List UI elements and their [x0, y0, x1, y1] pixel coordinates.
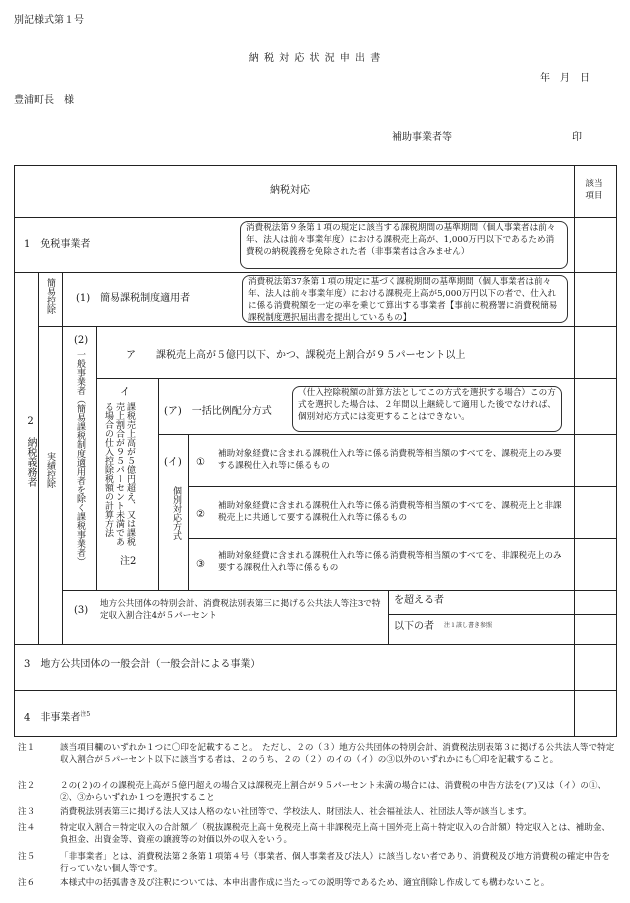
row1-label: 1 免税事業者 [24, 239, 91, 250]
under-label: 以下の者 [394, 621, 434, 632]
simple-text: 消費税法第37条第１項の規定に基づく課税期間の基準期間（個人事業者は前々年、法人は前々事業年度）における課税売上高が5,000万円以下の者で、仕入れに係る消費税額を一定の率を乗じて算出する事業者【事前に税務署に消費税簡易課税制度選択届出書を提出しているもの】 [242, 275, 568, 323]
header-main: 納税対応 [270, 185, 310, 196]
date-line: 年 月 日 [540, 73, 590, 84]
item-3-num: (3) [74, 605, 89, 616]
page-title: 納 税 対 応 状 況 申 出 書 [248, 53, 382, 64]
item-i-vertical: 課税売上高が５億円超え、又は課税売上割合が９５パーセント未満である場合の仕入控除税額の計算方法 [103, 402, 135, 546]
addressee: 豊浦町長 様 [14, 95, 74, 106]
header-check: 該当項目 [585, 179, 603, 201]
item-a: ア 課税売上高が５億円以下、かつ、課税売上割合が９５パーセント以上 [126, 350, 466, 361]
option-2: 補助対象経費に含まれる課税仕入れ等に係る消費税等相当額のすべてを、課税売上と非課税売上に共通して要する課税仕入れ等に係るもの [218, 501, 562, 523]
actual-label: 実績控除 [45, 452, 55, 488]
simple-item: (1) 簡易課税制度適用者 [76, 293, 191, 304]
option-3: 補助対象経費に含まれる課税仕入れ等に係る消費税等相当額のすべてを、非課税売上のみ要する課税仕入れ等に係るもの [218, 551, 562, 573]
over-label: を超える者 [394, 595, 444, 606]
item-ii-vertical: 個別対応方式 [171, 486, 181, 540]
option-1-num: ① [196, 457, 205, 468]
item-a1-text: （仕入控除税額の計算方法としてこの方式を選択する場合）この方式を選択した場合は、２年間以上継続して適用した後でなければ、個別対応方式には変更することはできない。 [292, 386, 562, 432]
simple-label: 簡易控除 [45, 278, 55, 314]
row2-category: 2 納税義務者 [25, 416, 36, 487]
general-vertical: 一般事業者（簡易課税制度適用者を除く課税事業者） [75, 350, 85, 566]
under-note: 注１該し書き参照 [444, 622, 493, 629]
item-a1: (ア) 一括比例配分方式 [164, 406, 272, 417]
form-label: 別記様式第１号 [14, 15, 84, 26]
option-3-num: ③ [196, 559, 205, 570]
item-i-label: イ [120, 387, 130, 398]
seal-mark: 印 [572, 132, 582, 143]
option-1: 補助対象経費に含まれる課税仕入れ等に係る消費税等相当額のすべてを、課税売上のみ要する課税仕入れ等に係るもの [218, 449, 562, 471]
row3-label: 3 地方公共団体の一般会計（一般会計による事業） [24, 659, 261, 670]
item-i-note: 注2 [120, 556, 137, 567]
item-ii-label: (イ) [164, 457, 182, 468]
item-3: 地方公共団体の特別会計、消費税法別表第三に掲げる公共法人等注3で特定収入割合注4が５パーセント [100, 599, 381, 621]
row4-note: 注5 [80, 711, 91, 718]
option-2-num: ② [196, 509, 205, 520]
general-label: (2) [74, 335, 89, 346]
row1-text: 消費税法第９条第１項の規定に該当する課税期間の基準期間（個人事業者は前々年、法人は前々事業年度）における課税売上高が、1,000万円以下であるため消費税の納税義務を免除された者（非事業者は含みません） [240, 221, 568, 269]
row4-label: 4 非事業者$^{注5}$ [24, 711, 91, 724]
applicant-label: 補助事業者等 [392, 132, 452, 143]
